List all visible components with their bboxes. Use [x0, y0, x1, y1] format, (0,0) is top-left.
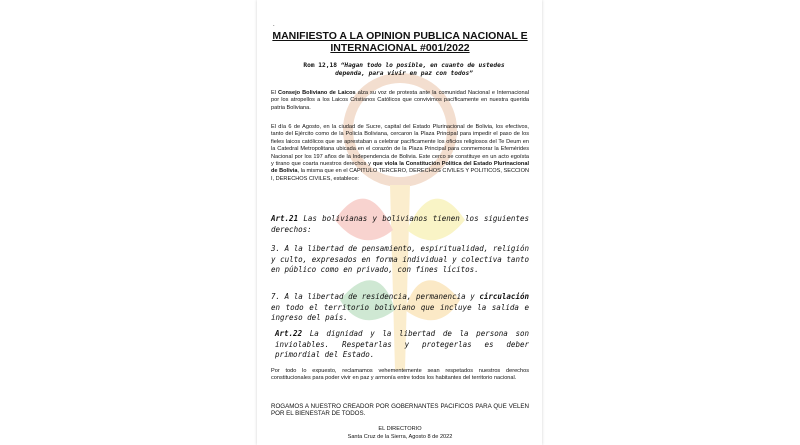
article-21	[271, 214, 529, 235]
paragraph-events	[271, 124, 529, 183]
article-21-label: Art.21	[271, 214, 299, 223]
paragraph-closing: Por todo lo expuesto, reclamamos vehementemente sean respetados nuestros derechos constitucionales para poder vivir en paz y armonía entre todos los habitantes del territorio nacional.	[271, 368, 529, 382]
events-text-end: , la misma que en el CAPITULO TERCERO, DERECHOS CIVILES Y POLITICOS, SECCION I, DERECHOS CIVILES, establece:	[271, 168, 529, 182]
verse-reference: Rom 12,18	[303, 62, 337, 69]
paragraph-prayer: ROGAMOS A NUESTRO CREADOR POR GOBERNANTES PACIFICOS PARA QUE VELEN POR EL BIENESTAR DE TODOS.	[271, 403, 529, 418]
article-21-text: Las bolivianas y bolivianos tienen los siguientes derechos:	[271, 214, 529, 234]
stray-mark: .	[273, 22, 275, 28]
events-bold: que viola la Constitución Política del Estado Plurinacional de Bolivia	[271, 161, 530, 175]
events-text: El día 6 de Agosto, en la ciudad de Sucre, capital del Estado Plurinacional de Bolivia, los efectivos, tanto del Ejército como de la Policía Boliviana, cercaron la Plaza Principal para impedir el paso de los fieles laicos católicos que se aprestaban a celebrar pacíficamente los oficios religiosos del Te Deum en la Catedral Metropolitana ubicada en el corazón de la Plaza Principal para conmemorar la Efemérides Nacional por los 197 años de la Independencia de Bolivia. Este cerco se constituye en un acto egoísta y tirano que coarta nuestros derechos y	[271, 124, 529, 168]
item-7-bold: circulación	[479, 292, 529, 301]
article-21-item-3: 3. A la libertad de pensamiento, espiritualidad, religión y culto, expresados en forma individual y colectiva tanto en público como en privado, con fines lícitos.	[271, 244, 529, 275]
intro-rest: alza su voz de protesta ante la comunidad Nacional e Internacional por los atropellos a los Laicos Cristianos Católicos que convivimos pacíficamente en nuestra querida patria Boliviana.	[271, 90, 530, 111]
paragraph-intro	[271, 90, 529, 112]
bible-verse	[289, 62, 519, 79]
signature: EL DIRECTORIO	[378, 426, 422, 432]
article-22-text: La dignidad y la libertad de la persona son inviolables. Respetarlas y protegerlas es deber primordial del Estado.	[275, 329, 529, 360]
intro-lead: El	[271, 90, 279, 96]
place-date: Santa Cruz de la Sierra, Agosto 8 de 2022	[347, 434, 453, 440]
document-title: MANIFIESTO A LA OPINION PUBLICA NACIONAL E INTERNACIONAL #001/2022	[272, 30, 528, 54]
article-22	[275, 329, 529, 361]
article-21-item-7	[271, 292, 529, 324]
intro-organization: Consejo Boliviano de Laicos	[278, 90, 356, 96]
item-7-text: 7. A la libertad de residencia, permanencia y	[271, 292, 480, 301]
item-7-text-end: en todo el territorio boliviano que incluye la salida e ingreso del país.	[271, 302, 529, 323]
verse-text: “Hagan todo lo posible, en cuanto de ustedes dependa, para vivir en paz con todos”	[335, 62, 505, 78]
document-page	[257, 0, 542, 445]
article-22-label: Art.22	[275, 329, 303, 338]
